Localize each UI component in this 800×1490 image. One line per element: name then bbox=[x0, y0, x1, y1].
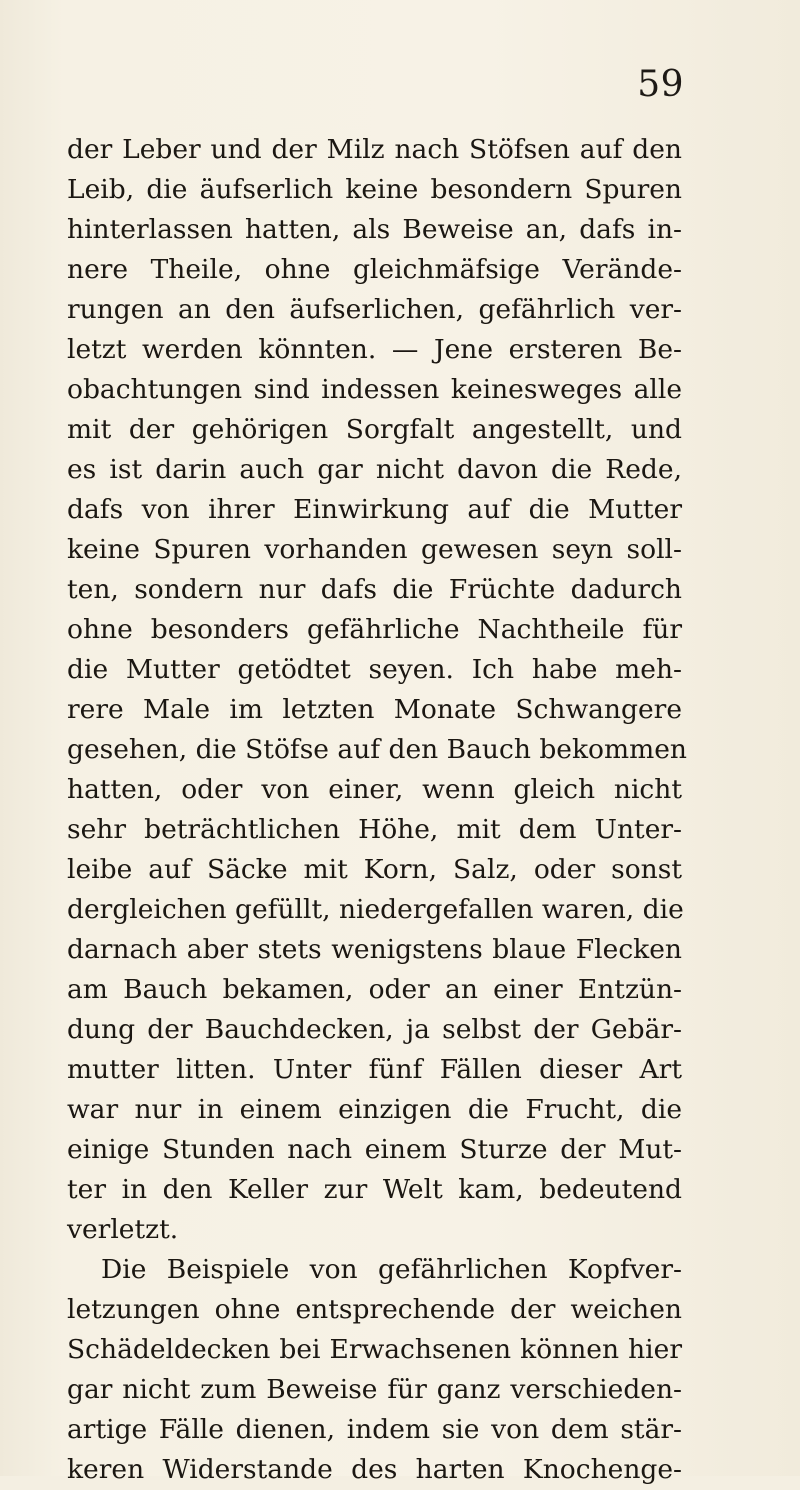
text-line: rere Male im letzten Monate Schwangere bbox=[67, 694, 682, 725]
text-line: ohne besonders gefährliche Nachtheile für bbox=[67, 614, 682, 645]
text-line: dung der Bauchdecken, ja selbst der Gebär- bbox=[67, 1014, 682, 1045]
text-line: rungen an den äufserlichen, gefährlich ver- bbox=[67, 294, 682, 325]
text-line: Leib, die äufserlich keine besondern Spuren bbox=[67, 174, 682, 205]
text-line: ten, sondern nur dafs die Früchte dadurch bbox=[67, 574, 682, 605]
text-line: keren Widerstande des harten Knochenge- bbox=[67, 1454, 682, 1485]
text-line-paragraph-end: verletzt. bbox=[67, 1214, 179, 1245]
text-line: gesehen, die Stöfse auf den Bauch bekommen bbox=[67, 734, 687, 765]
text-line: Schädeldecken bei Erwachsenen können hier bbox=[67, 1334, 682, 1365]
text-line: letzt werden könnten. — Jene ersteren Be- bbox=[67, 334, 682, 365]
text-line: mit der gehörigen Sorgfalt angestellt, und bbox=[67, 414, 682, 445]
text-line: dafs von ihrer Einwirkung auf die Mutter bbox=[67, 494, 682, 525]
text-line: am Bauch bekamen, oder an einer Entzün- bbox=[67, 974, 682, 1005]
text-line: leibe auf Säcke mit Korn, Salz, oder sonst bbox=[67, 854, 682, 885]
text-line: hinterlassen hatten, als Beweise an, dafs in- bbox=[67, 214, 682, 245]
text-line: letzungen ohne entsprechende der weichen bbox=[67, 1294, 682, 1325]
text-line: einige Stunden nach einem Sturze der Mut- bbox=[67, 1134, 682, 1165]
text-line: mutter litten. Unter fünf Fällen dieser Art bbox=[67, 1054, 682, 1085]
text-line: ter in den Keller zur Welt kam, bedeutend bbox=[67, 1174, 682, 1205]
text-line: hatten, oder von einer, wenn gleich nicht bbox=[67, 774, 682, 805]
text-line: artige Fälle dienen, indem sie von dem stär- bbox=[67, 1414, 682, 1445]
page-number: 59 bbox=[637, 64, 684, 105]
text-line: sehr beträchtlichen Höhe, mit dem Unter- bbox=[67, 814, 682, 845]
text-line-paragraph-start: Die Beispiele von gefährlichen Kopfver- bbox=[101, 1254, 682, 1285]
text-line: keine Spuren vorhanden gewesen seyn soll- bbox=[67, 534, 682, 565]
text-line: nere Theile, ohne gleichmäfsige Verände- bbox=[67, 254, 682, 285]
text-line: die Mutter getödtet seyen. Ich habe meh- bbox=[67, 654, 682, 685]
text-line: war nur in einem einzigen die Frucht, die bbox=[67, 1094, 682, 1125]
text-line: gar nicht zum Beweise für ganz verschieden- bbox=[67, 1374, 682, 1405]
text-line: darnach aber stets wenigstens blaue Flecken bbox=[67, 934, 682, 965]
text-line: es ist darin auch gar nicht davon die Rede, bbox=[67, 454, 682, 485]
text-line: dergleichen gefüllt, niedergefallen waren, die bbox=[67, 894, 684, 925]
text-line: obachtungen sind indessen keinesweges alle bbox=[67, 374, 682, 405]
text-line: der Leber und der Milz nach Stöfsen auf den bbox=[67, 134, 682, 165]
